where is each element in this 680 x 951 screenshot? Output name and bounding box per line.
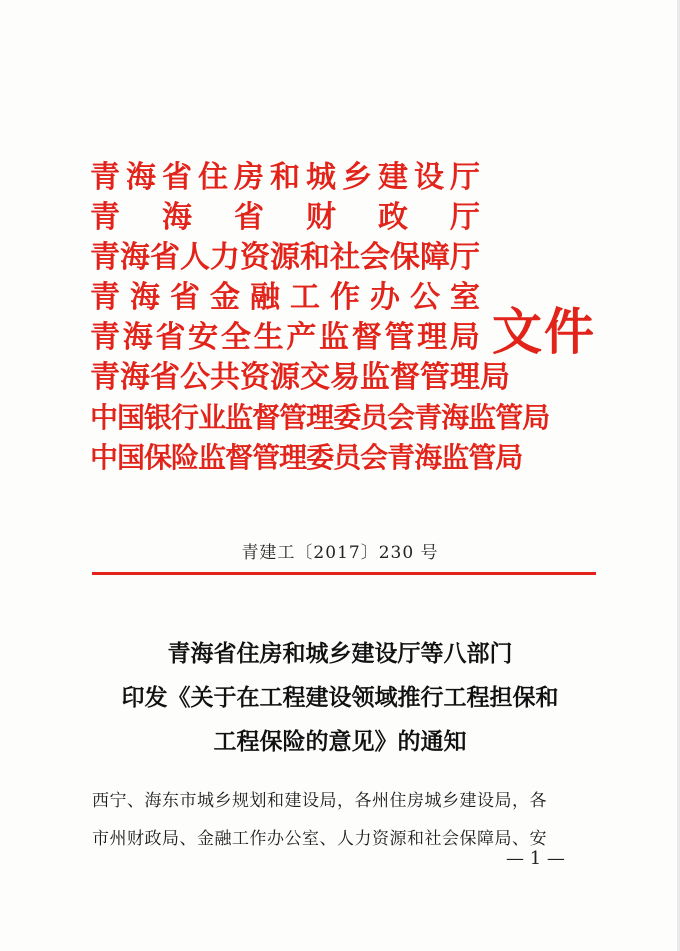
body-line: 市州财政局、金融工作办公室、人力资源和社会保障局、安 (92, 829, 547, 849)
issuer-line: 青 海 省 安 全 生 产 监 督 管 理 局 (90, 320, 480, 355)
title-line: 青海省住房和城乡建设厅等八部门 (167, 640, 513, 667)
body-line: 西宁、海东市城乡规划和建设局，各州住房城乡建设局，各 (92, 791, 547, 811)
document-title (0, 632, 680, 764)
issuer-line: 青 海 省 财 政 厅 (90, 200, 480, 235)
red-divider (92, 572, 596, 575)
document-type-label: 文件 (492, 302, 596, 361)
title-line: 工程保险的意见》的通知 (213, 728, 467, 755)
issuer-line: 中 国 银 行 业 监 督 管 理 委 员 会 青 海 监 管 局 (90, 401, 550, 434)
document-number: 青建工〔2017〕230 号 (241, 543, 439, 563)
issuer-line: 青 海 省 公 共 资 源 交 易 监 督 管 理 局 (90, 360, 510, 395)
issuer-line: 青 海 省 人 力 资 源 和 社 会 保 障 厅 (90, 240, 480, 275)
title-line: 印发《关于在工程建设领域推行工程担保和 (121, 684, 559, 711)
body-text (92, 782, 602, 858)
issuer-line: 中 国 保 险 监 督 管 理 委 员 会 青 海 监 管 局 (90, 441, 523, 474)
issuer-line: 青 海 省 金 融 工 作 办 公 室 (90, 280, 480, 315)
issuer-line: 青 海 省 住 房 和 城 乡 建 设 厅 (90, 160, 480, 195)
page-number: — 1 — (506, 848, 565, 869)
